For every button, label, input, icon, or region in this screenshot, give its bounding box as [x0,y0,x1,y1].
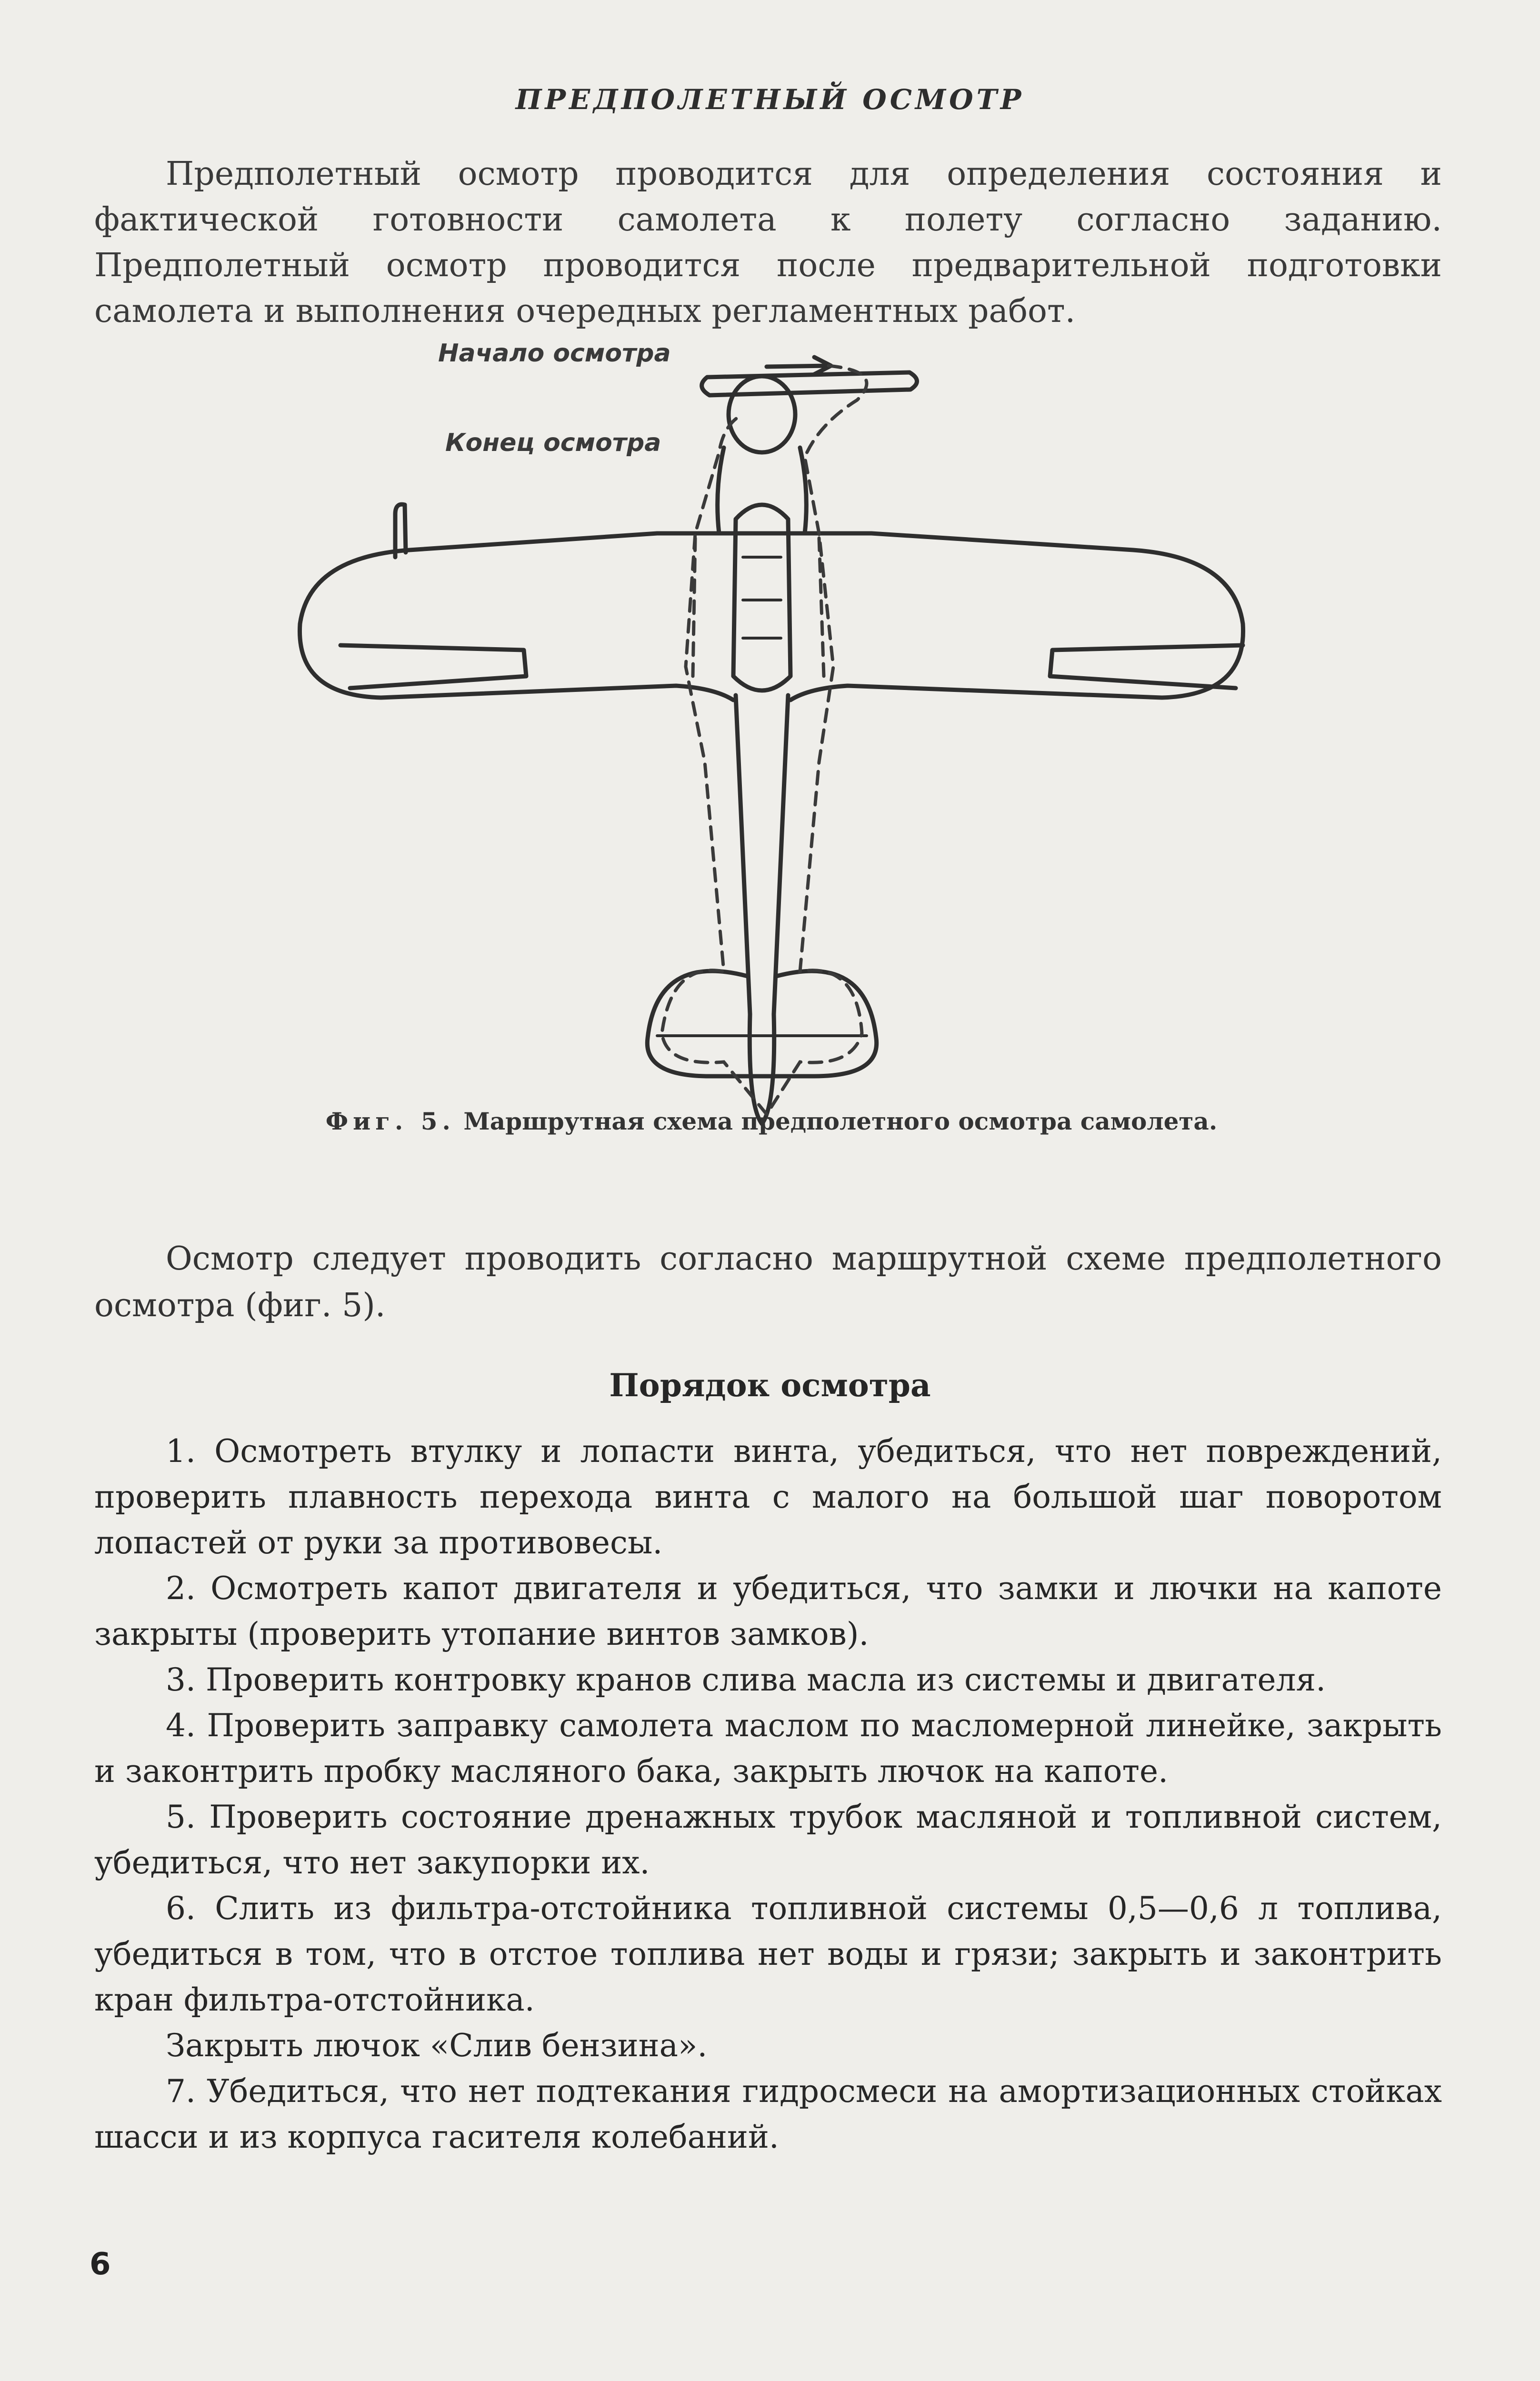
procedure-item: 6. Слить из фильтра-отстойника топливной системы 0,5—0,6 л топлива, убедиться в том, что в отстое топлива нет воды и грязи; закрыть и законтрить кран фильтра-отстойника. [94,1890,1442,2018]
procedure-item: 3. Проверить контровку кранов слива масла из системы и двигателя. [166,1661,1326,1698]
inspection-route-path [662,366,867,1114]
fuselage-nose [718,448,807,533]
procedure-item: Закрыть лючок «Слив бензина». [166,2027,708,2064]
aileron-right [1050,645,1243,688]
figure-caption-prefix: Фиг. 5. [325,1107,455,1135]
figure-caption [267,1105,1276,1138]
procedure-heading: Порядок осмотра [609,1367,931,1404]
page-number: 6 [90,2247,111,2282]
route-end-label: Конец осмотра [445,429,661,457]
procedure-item: 4. Проверить заправку самолета маслом по масломерной линейке, закрыть и законтрить пробку масляного бака, закрыть лючок на капоте. [94,1707,1442,1790]
horizontal-stabilizer [647,971,876,1076]
aileron-left [340,645,526,688]
reference-paragraph: Осмотр следует проводить согласно маршрутной схеме предполетного осмотра (фиг. 5). [94,1240,1442,1324]
procedure-item: 2. Осмотреть капот двигателя и убедиться, что замки и лючки на капоте закрыты (проверить утопание винтов замков). [94,1570,1442,1652]
route-start-label: Начало осмотра [438,339,671,368]
procedure-item: 1. Осмотреть втулку и лопасти винта, убедиться, что нет повреждений, проверить плавность перехода винта с малого на большой шаг поворотом лопастей от руки за противовесы. [94,1433,1442,1561]
aircraft-route-diagram [267,333,1314,1190]
figure-caption-text: Маршрутная схема предполетного осмотра самолета. [463,1107,1218,1135]
section-title: ПРЕДПОЛЕТНЫЙ ОСМОТР [515,83,1025,116]
procedure-item: 7. Убедиться, что нет подтекания гидросмеси на амортизационных стойках шасси и из корпуса гасителя колебаний. [94,2073,1442,2155]
procedure-list [94,1429,1442,2160]
fuselage-rear [736,695,788,1014]
route-start-arrow [767,357,831,374]
intro-paragraph: Предполетный осмотр проводится для определения состояния и фактической готовности самолета к полету согласно заданию. Предполетный осмотр проводится после предварительной подготовки самолета и выполнения очередных регламентных работ. [94,155,1442,330]
procedure-item: 5. Проверить состояние дренажных трубок масляной и топливной систем, убедиться, что нет закупорки их. [94,1799,1442,1881]
propeller-spinner [729,376,795,452]
